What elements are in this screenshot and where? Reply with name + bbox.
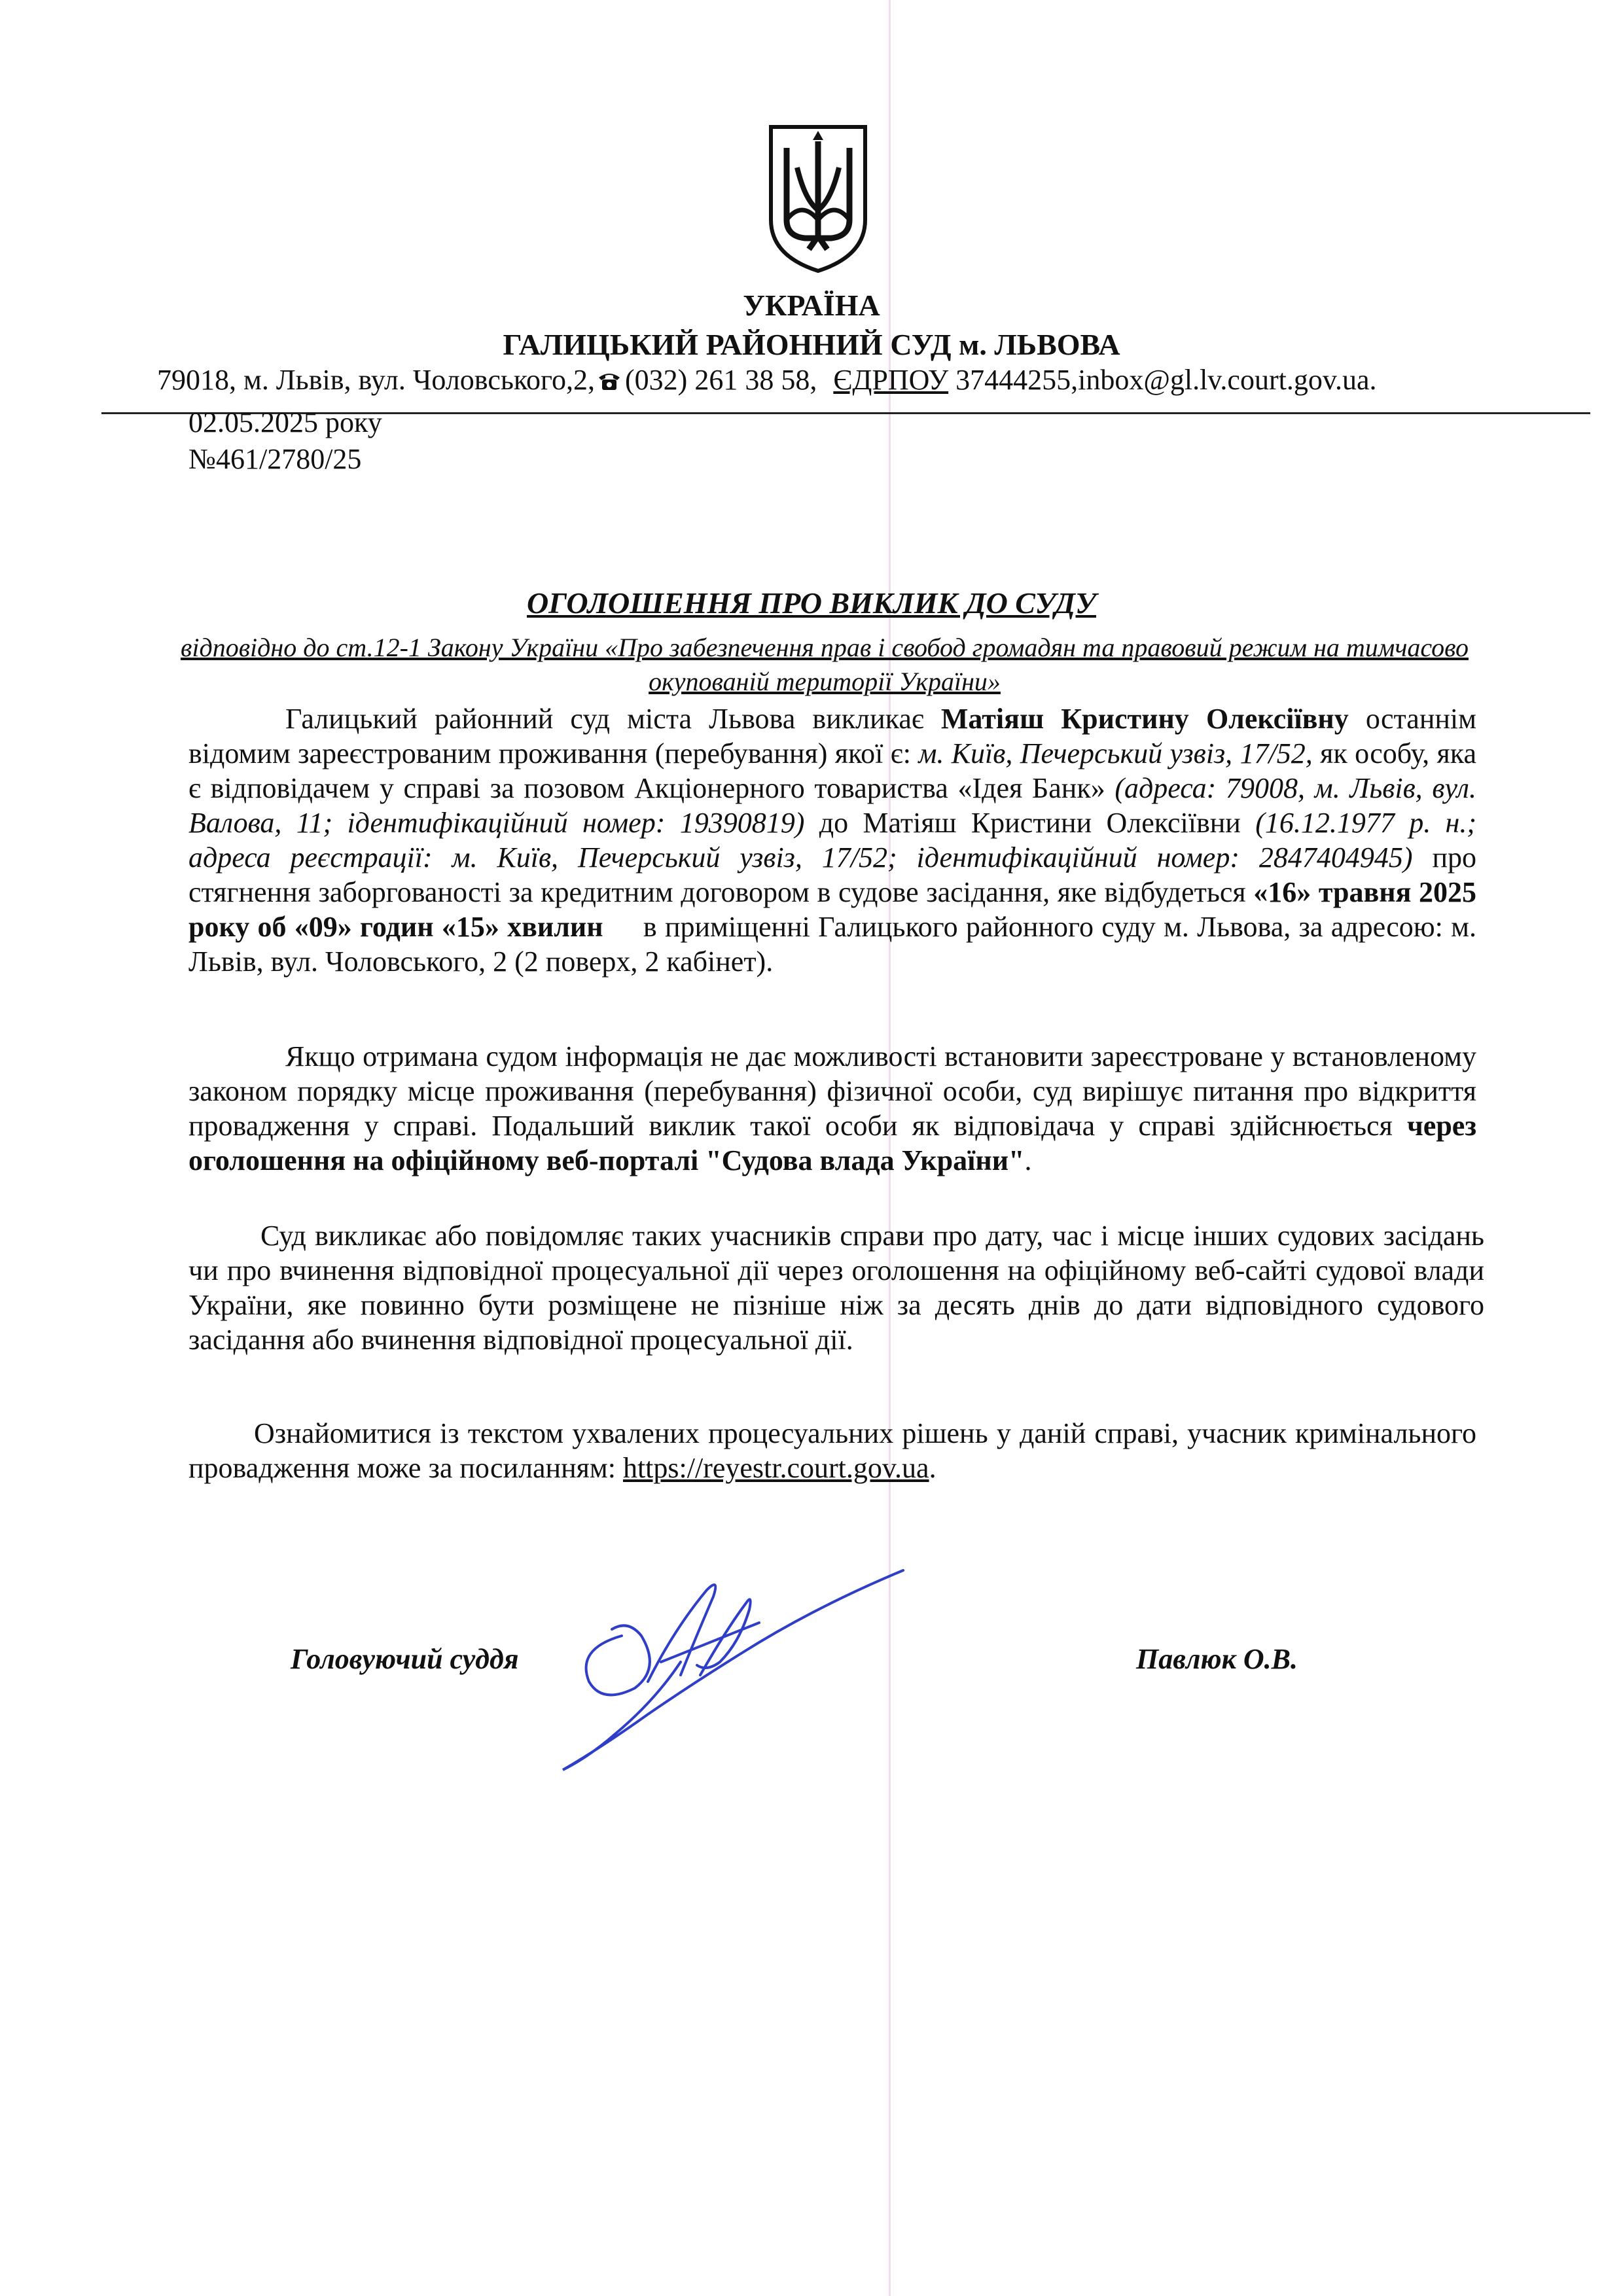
p1-text-2: останнім відомим зареєстрованим проживання (перебування) якої є: — [188, 703, 1476, 769]
signatory-role: Головуючий суддя — [291, 1643, 519, 1675]
p1-text-6: в приміщенні Галицького районного суду м. Львова, за адресою: м. Львів, вул. Чоловського, 2 (2 поверх, 2 кабінет). — [188, 911, 1484, 978]
notice-title: ОГОЛОШЕННЯ ПРО ВИКЛИК ДО СУДУ — [527, 586, 1096, 620]
handwritten-signature — [550, 1551, 916, 1786]
edrpou-label: ЄДРПОУ — [833, 364, 949, 396]
paragraph-unknown-address — [188, 1039, 1476, 1178]
p1-text-5: про стягнення заборгованості за кредитним договором в судове засідання, яке відбудеться — [188, 841, 1476, 908]
defendant-details: (16.12.1977 р. н.; адреса реєстрації: м. Київ, Печерський узвіз, 17/52; ідентифікаційний номер: 2847404945) — [188, 807, 1477, 874]
paragraph-summons — [188, 701, 1484, 979]
p4-text-1: Ознайомитися із текстом ухвалених процесуальних рішень у даній справі, учасник кримінального провадження може за посиланням: — [188, 1417, 1476, 1484]
paragraph-further-notice — [188, 1218, 1484, 1357]
defendant-name: Матіяш Кристину Олексіївну — [940, 703, 1349, 735]
paragraph-registry-link — [188, 1416, 1476, 1485]
p1-text-1: Галицький районний суд міста Львова викликає — [285, 703, 941, 735]
judge-name: Павлюк О.В. — [1136, 1643, 1298, 1675]
trident-emblem-icon — [766, 122, 870, 276]
p3-text: Суд викликає або повідомляє таких учасників справи про дату, час і місце інших судових засідань чи про вчинення відповідної процесуальної дії через оголошення на офіційному веб-сайті судової влади України, яке повинно бути розміщене не пізніше ніж за десять днів до дати відповідного судового засідання або вчинення відповідної процесуальної дії. — [188, 1220, 1484, 1356]
p4-text-2: . — [929, 1452, 936, 1484]
document-date: 02.05.2025 року — [188, 406, 382, 438]
country-heading: УКРАЇНА — [743, 289, 880, 322]
p1-text-4: до Матіяш Кристини Олексіївни — [804, 807, 1256, 839]
p2-text-1: Якщо отримана судом інформація не дає можливості встановити зареєстроване у встановленому законом порядку місце проживання (перебування) фізичної особи, суд вирішує питання про відкриття провадження у справі. Подальший виклик такої особи як відповідача у справі здійснюється — [188, 1040, 1476, 1142]
plaintiff-details: (адреса: 79008, м. Львів, вул. Валова, 11; ідентифікаційний номер: 19390819) — [188, 772, 1476, 839]
court-phone: (032) 261 38 58, — [625, 364, 817, 396]
registry-link[interactable]: https://reyestr.court.gov.ua — [622, 1452, 929, 1484]
notice-subtitle: відповідно до ст.12-1 Закону України «Про забезпечення прав і свобод громадян та правовий режим на тимчасово окупованій території України» — [180, 633, 1469, 696]
phone-icon — [596, 370, 622, 392]
court-name-heading: ГАЛИЦЬКИЙ РАЙОННИЙ СУД м. ЛЬВОВА — [503, 328, 1120, 361]
p1-text-3: як особу, яка є відповідачем у справі за позовом Акціонерного товариства «Ідея Банк» — [188, 737, 1476, 804]
portal-notice-bold: через оголошення на офіційному веб-порталі "Судова влада України" — [188, 1110, 1476, 1176]
court-contact-line — [157, 363, 1377, 397]
defendant-address: м. Київ, Печерський узвіз, 17/52, — [918, 737, 1313, 769]
p2-text-2: . — [1024, 1144, 1032, 1176]
case-number: №461/2780/25 — [188, 443, 362, 475]
court-address: 79018, м. Львів, вул. Чоловського,2, — [157, 364, 596, 396]
hearing-datetime: «16» травня 2025 року об «09» годин «15» хвилин — [188, 876, 1476, 943]
edrpou-email: 37444255,inbox@gl.lv.court.gov.ua. — [955, 364, 1377, 396]
